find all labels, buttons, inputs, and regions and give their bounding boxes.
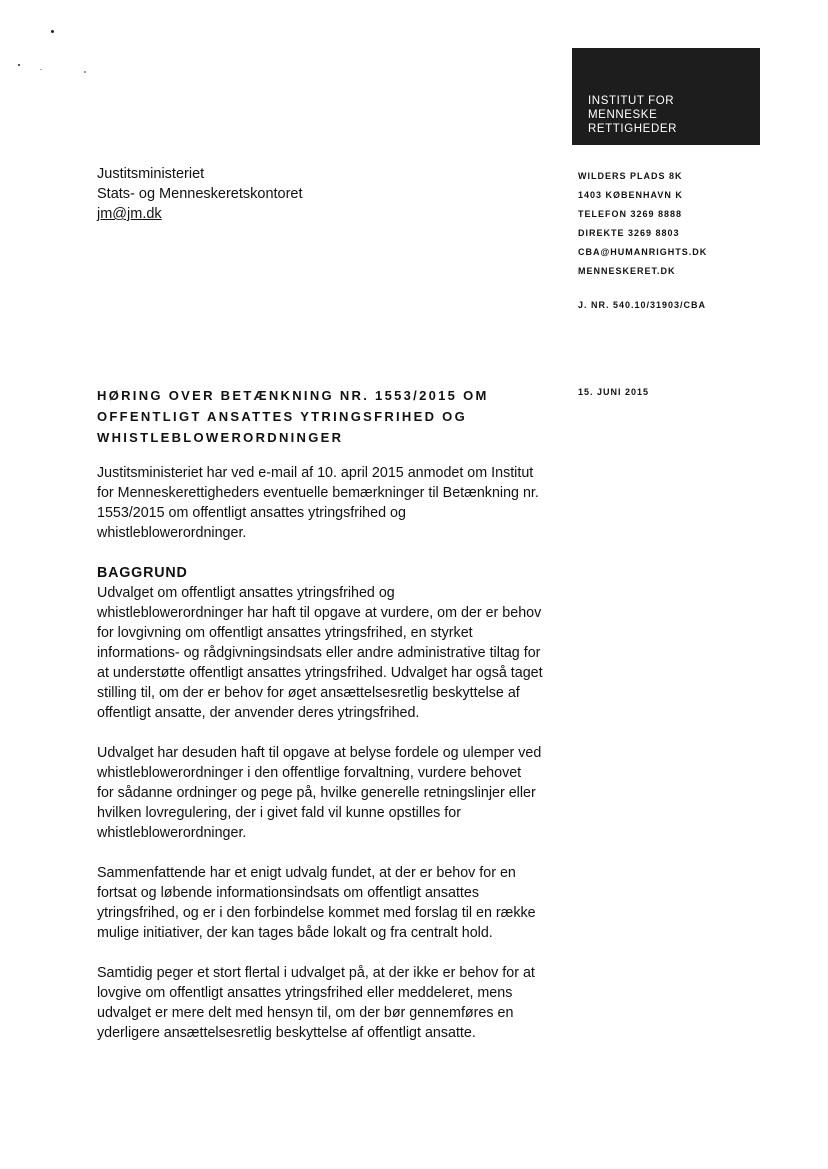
text-line: whistleblowerordninger har haft til opgave at vurdere, om der er behov [97, 605, 542, 621]
recipient-office: Stats- og Menneskeretskontoret [97, 186, 303, 202]
text-line: offentligt ansatte, der anvender deres ytringsfrihed. [97, 705, 420, 721]
text-line: yderligere ansættelsesretlig beskyttelse af offentligt ansatte. [97, 1025, 476, 1041]
logo-line: MENNESKE [588, 109, 658, 121]
text-line: informations- og rådgivningsindsats eller andre administrative tiltag for [97, 645, 541, 661]
text-line: lovgive om offentligt ansattes ytringsfrihed eller meddeleret, mens [97, 985, 513, 1001]
text-line: Samtidig peger et stort flertal i udvalget på, at der ikke er behov for at [97, 965, 535, 981]
institute-logo [572, 48, 760, 145]
recipient-name: Justitsministeriet [97, 166, 205, 182]
logo-line: RETTIGHEDER [588, 123, 678, 135]
logo-line: INSTITUT FOR [588, 95, 675, 107]
paragraph [97, 743, 572, 843]
title-line: WHISTLEBLOWERORDNINGER [97, 430, 344, 445]
title-line: OFFENTLIGT ANSATTES YTRINGSFRIHED OG [97, 409, 468, 424]
text-line: at understøtte offentligt ansattes ytringsfrihed. Udvalget har også taget [97, 665, 543, 681]
text-line: ytringsfrihed, og er i den forbindelse kommet med forslag til en række [97, 905, 536, 921]
journal-number: J. NR. 540.10/31903/CBA [578, 300, 707, 310]
text-line: whistleblowerordninger. [97, 825, 247, 841]
recipient-address [97, 164, 303, 224]
intro-paragraph [97, 463, 572, 543]
contact-street: WILDERS PLADS 8K [578, 171, 683, 181]
sender-contact [578, 167, 707, 281]
text-line: whistleblowerordninger. [97, 525, 247, 541]
title-line: HØRING OVER BETÆNKNING NR. 1553/2015 OM [97, 388, 489, 403]
text-line: Udvalget har desuden haft til opgave at belyse fordele og ulemper ved [97, 745, 542, 761]
text-line: for sådanne ordninger og pege på, hvilke generelle retningslinjer eller [97, 785, 536, 801]
letter-date: 15. JUNI 2015 [578, 387, 650, 397]
text-line: 1553/2015 om offentligt ansattes ytringsfrihed og [97, 505, 406, 521]
text-line: fortsat og løbende informationsindsats om offentligt ansattes [97, 885, 479, 901]
text-line: udvalget er mere delt med hensyn til, om der bør gennemføres en [97, 1005, 514, 1021]
contact-email: CBA@HUMANRIGHTS.DK [578, 247, 708, 257]
contact-city: 1403 KØBENHAVN K [578, 190, 683, 200]
scan-speck [18, 64, 20, 66]
text-line: for Menneskerettigheders eventuelle bemærkninger til Betænkning nr. [97, 485, 539, 501]
logo-text [588, 94, 677, 136]
recipient-email-link[interactable]: jm@jm.dk [97, 206, 162, 222]
text-line: mulige initiativer, der kan tages både lokalt og fra centralt hold. [97, 925, 493, 941]
contact-phone: TELEFON 3269 8888 [578, 209, 683, 219]
scan-speck [51, 30, 54, 33]
paragraph [97, 583, 572, 723]
letter-body [97, 463, 572, 1063]
section-heading: BAGGRUND [97, 565, 188, 581]
scan-speck [84, 71, 86, 73]
text-line: Justitsministeriet har ved e-mail af 10. april 2015 anmodet om Institut [97, 465, 534, 481]
text-line: Udvalget om offentligt ansattes ytringsfrihed og [97, 585, 395, 601]
text-line: whistleblowerordninger i den offentlige forvaltning, vurdere behovet [97, 765, 522, 781]
contact-website: MENNESKERET.DK [578, 266, 676, 276]
text-line: hvilken lovregulering, der i givet fald vil kunne opstilles for [97, 805, 461, 821]
text-line: stilling til, om der er behov for øget ansættelsesretlig beskyttelse af [97, 685, 520, 701]
document-title [97, 385, 557, 448]
paragraph [97, 963, 572, 1043]
scan-speck [40, 69, 42, 70]
text-line: Sammenfattende har et enigt udvalg fundet, at der er behov for en [97, 865, 516, 881]
contact-direct: DIREKTE 3269 8803 [578, 228, 680, 238]
paragraph [97, 863, 572, 943]
text-line: for lovgivning om offentligt ansattes ytringsfrihed, en styrket [97, 625, 473, 641]
